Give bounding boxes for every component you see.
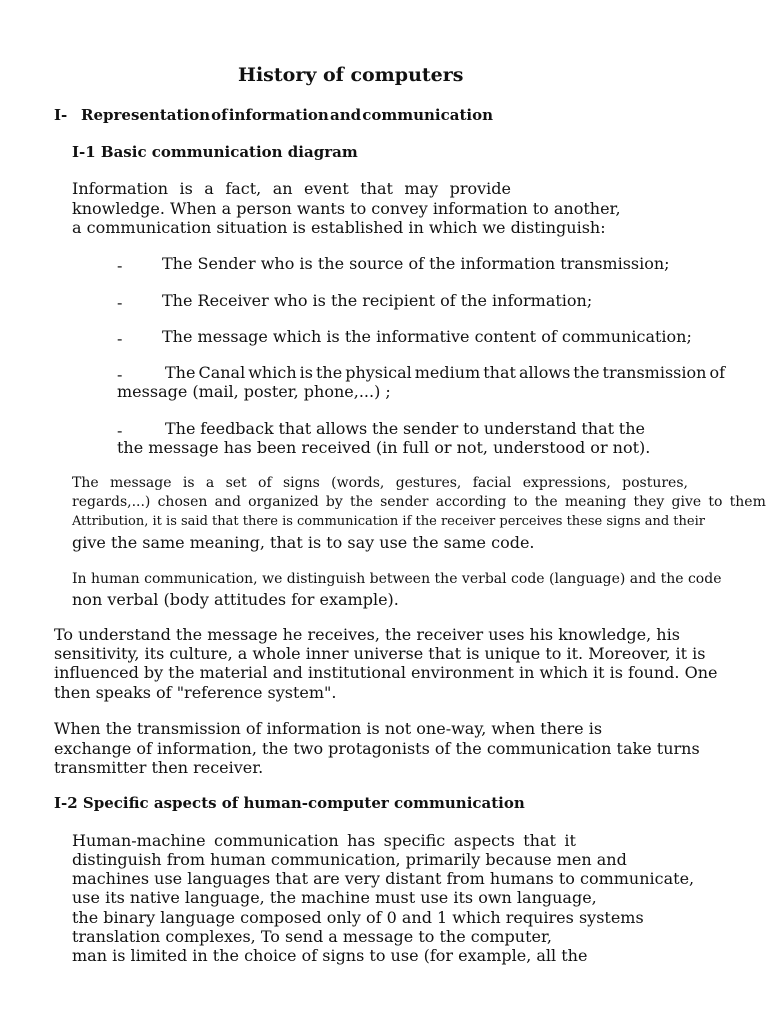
paragraph-4-line-1: To understand the message he receives, the receiver uses his knowledge, his [54, 625, 680, 644]
paragraph-1-line-3: a communication situation is established in which we distinguish: [72, 218, 606, 237]
paragraph-6-line-5: the binary language composed only of 0 and 1 which requires systems [72, 908, 644, 927]
bullet-message: The message which is the informative content of communication; [162, 327, 692, 346]
bullet-canal-line-1: The Canal which is the physical medium that allows the transmission of [165, 363, 725, 382]
paragraph-5-line-2: exchange of information, the two protagonists of the communication take turns [54, 739, 700, 758]
subsection-1-1-heading: I-1 Basic communication diagram [72, 143, 358, 161]
paragraph-2-line-2: regards,...) chosen and organized by the sender according to the meaning they give to them [72, 494, 766, 510]
bullet-marker: - [117, 256, 123, 275]
paragraph-5-line-3: transmitter then receiver. [54, 758, 264, 777]
paragraph-4-line-3: influenced by the material and institutional environment in which it is found. One [54, 663, 718, 682]
paragraph-3-line-2: non verbal (body attitudes for example). [72, 590, 399, 609]
bullet-feedback-line-2: the message has been received (in full or not, understood or not). [117, 438, 651, 457]
paragraph-4-line-4: then speaks of "reference system". [54, 683, 337, 702]
bullet-marker: - [117, 365, 123, 384]
paragraph-6-line-6: translation complexes, To send a message to the computer, [72, 927, 552, 946]
paragraph-2-line-3: Attribution, it is said that there is communication if the receiver perceives these signs and their [72, 514, 705, 529]
bullet-marker: - [117, 293, 123, 312]
subsection-1-2-heading: I-2 Specific aspects of human-computer communication [54, 794, 525, 812]
paragraph-5-line-1: When the transmission of information is not one-way, when there is [54, 719, 603, 738]
bullet-sender: The Sender who is the source of the information transmission; [162, 254, 670, 273]
paragraph-3-line-1: In human communication, we distinguish between the verbal code (language) and the code [72, 571, 722, 587]
bullet-feedback-line-1: The feedback that allows the sender to understand that the [165, 419, 645, 438]
page-title: History of computers [238, 64, 464, 86]
paragraph-2-line-1: The message is a set of signs (words, gestures, facial expressions, postures, [72, 475, 688, 491]
paragraph-1-line-2: knowledge. When a person wants to convey information to another, [72, 199, 621, 218]
bullet-marker: - [117, 421, 123, 440]
paragraph-6-line-2: distinguish from human communication, primarily because men and [72, 850, 627, 869]
paragraph-6-line-7: man is limited in the choice of signs to use (for example, all the [72, 946, 588, 965]
paragraph-6-line-1: Human-machine communication has specific aspects that it [72, 831, 576, 850]
paragraph-4-line-2: sensitivity, its culture, a whole inner universe that is unique to it. Moreover, it is [54, 644, 706, 663]
section-1-heading: Representation of information and communication [81, 106, 493, 124]
bullet-receiver: The Receiver who is the recipient of the information; [162, 291, 593, 310]
paragraph-6-line-4: use its native language, the machine must use its own language, [72, 888, 597, 907]
paragraph-1-line-1: Information is a fact, an event that may provide [72, 179, 511, 198]
paragraph-2-line-4: give the same meaning, that is to say use the same code. [72, 533, 535, 552]
bullet-marker: - [117, 329, 123, 348]
bullet-canal-line-2: message (mail, poster, phone,...) ; [117, 382, 391, 401]
paragraph-6-line-3: machines use languages that are very distant from humans to communicate, [72, 869, 695, 888]
section-1-number: I- [54, 106, 68, 124]
